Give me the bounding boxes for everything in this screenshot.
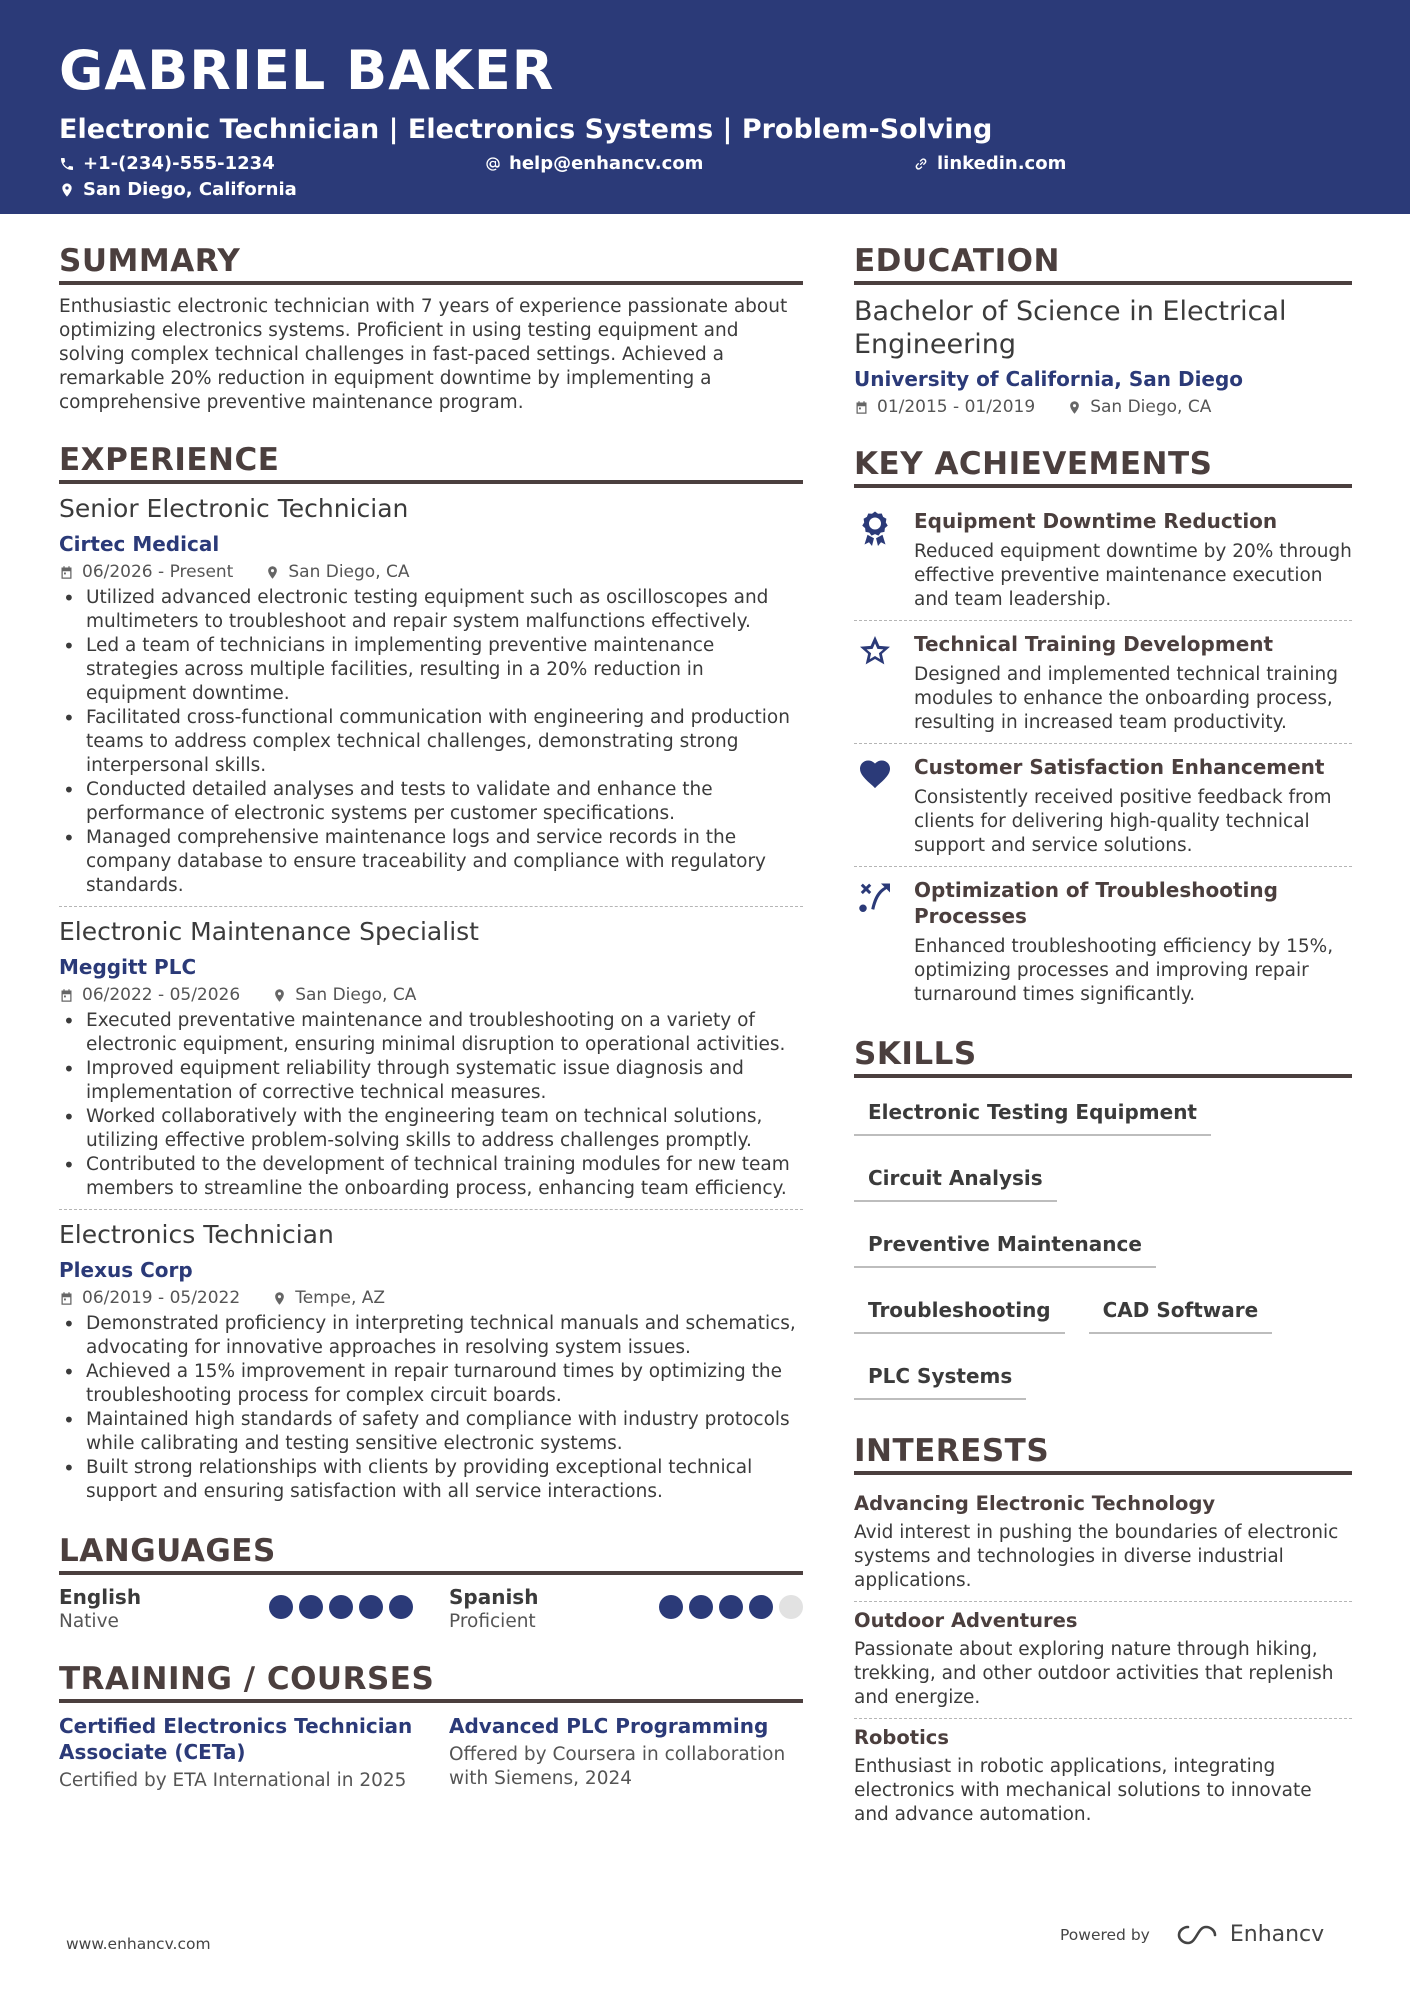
job-dates: 06/2019 - 05/2022 bbox=[82, 1288, 241, 1309]
job-meta bbox=[59, 1288, 803, 1308]
job-title: Electronic Maintenance Specialist bbox=[59, 917, 479, 947]
achievement-title: Technical Training Development bbox=[914, 632, 1274, 657]
languages-heading: LANGUAGES bbox=[59, 1534, 803, 1575]
left-column bbox=[59, 244, 803, 1793]
right-column bbox=[854, 244, 1352, 1835]
heart-icon bbox=[857, 756, 893, 792]
calendar-icon bbox=[59, 565, 74, 580]
language-rating bbox=[659, 1595, 803, 1619]
language-level: Native bbox=[59, 1611, 119, 1633]
course-desc: Offered by Coursera in collaboration with Siemens, 2024 bbox=[449, 1744, 786, 1790]
candidate-name: GABRIEL BAKER bbox=[59, 39, 555, 102]
education-location: San Diego, CA bbox=[1090, 397, 1212, 418]
job-bullet: • Executed preventative maintenance and troubleshooting on a variety of electronic equipment, ensuring minimal disruption to operational activities. bbox=[59, 1009, 803, 1057]
path-arrow-icon bbox=[857, 879, 893, 915]
interests-section bbox=[854, 1434, 1352, 1835]
education-heading: EDUCATION bbox=[854, 244, 1352, 285]
rating-dot bbox=[719, 1595, 743, 1619]
skill-tag: Preventive Maintenance bbox=[854, 1226, 1156, 1268]
phone-text: +1-(234)-555-1234 bbox=[83, 153, 275, 174]
achievement-item bbox=[854, 620, 1352, 743]
job-entry bbox=[59, 1209, 803, 1512]
brand-name: Enhancv bbox=[1229, 1922, 1325, 1947]
contact-info bbox=[59, 153, 1410, 213]
course-item bbox=[59, 1713, 413, 1793]
candidate-tagline: Electronic Technician | Electronics Systems | Problem-Solving bbox=[59, 114, 993, 145]
course-desc: Certified by ETA International in 2025 bbox=[59, 1770, 407, 1792]
powered-by-label: Powered by bbox=[1060, 1925, 1150, 1944]
job-entry bbox=[59, 906, 803, 1209]
skills-section bbox=[854, 1037, 1352, 1400]
job-bullets bbox=[59, 1009, 803, 1201]
course-title: Advanced PLC Programming bbox=[449, 1714, 769, 1739]
skill-tag: PLC Systems bbox=[854, 1358, 1026, 1400]
job-bullets bbox=[59, 586, 803, 898]
rating-dot bbox=[329, 1595, 353, 1619]
job-bullet: • Achieved a 15% improvement in repair turnaround times by optimizing the troubleshooting process for complex circuit boards. bbox=[59, 1360, 803, 1408]
job-entry bbox=[59, 494, 803, 906]
job-bullet: • Contributed to the development of technical training modules for new team members to streamline the onboarding process, enhancing team efficiency. bbox=[59, 1153, 803, 1201]
skills-heading: SKILLS bbox=[854, 1037, 1352, 1078]
achievement-desc: Designed and implemented technical training modules to enhance the onboarding process, resulting in increased team productivity. bbox=[914, 664, 1338, 734]
interest-title: Robotics bbox=[854, 1726, 949, 1750]
achievement-item bbox=[854, 498, 1352, 620]
brand-logo[interactable] bbox=[1176, 1922, 1324, 1947]
job-title: Senior Electronic Technician bbox=[59, 494, 409, 524]
achievement-title: Customer Satisfaction Enhancement bbox=[914, 755, 1325, 780]
location-pin-icon bbox=[265, 565, 280, 580]
achievement-title: Optimization of Troubleshooting Processes bbox=[914, 878, 1278, 929]
contact-phone[interactable] bbox=[59, 153, 275, 174]
skill-tag: CAD Software bbox=[1089, 1292, 1273, 1334]
interest-title: Advancing Electronic Technology bbox=[854, 1492, 1216, 1516]
rating-dot bbox=[659, 1595, 683, 1619]
course-item bbox=[449, 1713, 803, 1793]
job-company: Cirtec Medical bbox=[59, 532, 220, 557]
contact-email[interactable] bbox=[485, 153, 703, 174]
education-section bbox=[854, 244, 1352, 417]
linkedin-text: linkedin.com bbox=[937, 153, 1067, 174]
training-section bbox=[59, 1662, 803, 1793]
star-icon bbox=[857, 633, 893, 669]
job-company: Meggitt PLC bbox=[59, 955, 197, 980]
training-heading: TRAINING / COURSES bbox=[59, 1662, 803, 1703]
location-text: San Diego, California bbox=[83, 179, 297, 200]
achievements-section bbox=[854, 447, 1352, 1015]
summary-heading: SUMMARY bbox=[59, 244, 803, 285]
languages-list bbox=[59, 1585, 803, 1632]
job-location: Tempe, AZ bbox=[295, 1288, 386, 1309]
job-bullet: • Worked collaboratively with the engineering team on technical solutions, utilizing effective problem-solving skills to address challenges promptly. bbox=[59, 1105, 803, 1153]
language-rating bbox=[269, 1595, 413, 1619]
language-item bbox=[449, 1585, 803, 1632]
experience-heading: EXPERIENCE bbox=[59, 443, 803, 484]
job-bullets bbox=[59, 1312, 803, 1504]
language-level: Proficient bbox=[449, 1611, 536, 1633]
job-bullet: • Conducted detailed analyses and tests to validate and enhance the performance of electronic systems per customer specifications. bbox=[59, 778, 803, 826]
job-bullet: • Utilized advanced electronic testing equipment such as oscilloscopes and multimeters to troubleshoot and repair system malfunctions effectively. bbox=[59, 586, 803, 634]
interest-title: Outdoor Adventures bbox=[854, 1609, 1078, 1633]
interest-desc: Enthusiast in robotic applications, integrating electronics with mechanical solutions to innovate and advance automation. bbox=[854, 1756, 1312, 1826]
education-meta bbox=[854, 397, 1352, 417]
job-bullet: • Maintained high standards of safety and compliance with industry protocols while calibrating and testing sensitive electronic systems. bbox=[59, 1408, 803, 1456]
summary-section bbox=[59, 244, 803, 415]
job-bullet: • Demonstrated proficiency in interpreting technical manuals and schematics, advocating for innovative approaches in resolving system issues. bbox=[59, 1312, 803, 1360]
job-location: San Diego, CA bbox=[288, 562, 410, 583]
calendar-icon bbox=[59, 1291, 74, 1306]
education-dates: 01/2015 - 01/2019 bbox=[877, 397, 1036, 418]
interest-item bbox=[854, 1718, 1352, 1835]
at-icon bbox=[485, 156, 501, 172]
degree-title: Bachelor of Science in Electrical Engineering bbox=[854, 296, 1287, 361]
language-item bbox=[59, 1585, 413, 1632]
school-name: University of California, San Diego bbox=[854, 367, 1244, 392]
location-pin-icon bbox=[272, 988, 287, 1003]
resume-header bbox=[0, 0, 1410, 214]
contact-location bbox=[59, 179, 297, 200]
experience-section bbox=[59, 443, 803, 1512]
achievement-item bbox=[854, 866, 1352, 1015]
interest-desc: Passionate about exploring nature through hiking, trekking, and other outdoor activities that replenish and energize. bbox=[854, 1639, 1334, 1709]
achievement-desc: Enhanced troubleshooting efficiency by 15%, optimizing processes and improving repair turnaround times significantly. bbox=[914, 936, 1334, 1006]
achievement-desc: Reduced equipment downtime by 20% through effective preventive maintenance execution and team leadership. bbox=[914, 541, 1352, 611]
footer-branding bbox=[1060, 1922, 1324, 1947]
job-bullet: • Improved equipment reliability through systematic issue diagnosis and implementation of corrective technical measures. bbox=[59, 1057, 803, 1105]
rating-dot bbox=[389, 1595, 413, 1619]
skills-list bbox=[854, 1088, 1352, 1400]
footer-website[interactable]: www.enhancv.com bbox=[66, 1935, 211, 1953]
languages-section bbox=[59, 1534, 803, 1632]
job-bullet: • Built strong relationships with clients by providing exceptional technical support and ensuring satisfaction with all service interactions. bbox=[59, 1456, 803, 1504]
rating-dot bbox=[779, 1595, 803, 1619]
rating-dot bbox=[749, 1595, 773, 1619]
interest-item bbox=[854, 1485, 1352, 1601]
rating-dot bbox=[689, 1595, 713, 1619]
job-bullet: • Led a team of technicians in implementing preventive maintenance strategies across multiple facilities, resulting in a 20% reduction in equipment downtime. bbox=[59, 634, 803, 706]
achievement-item bbox=[854, 743, 1352, 866]
job-bullet: • Managed comprehensive maintenance logs and service records in the company database to ensure traceability and compliance with regulatory standards. bbox=[59, 826, 803, 898]
job-bullet: • Facilitated cross-functional communication with engineering and production teams to address complex technical challenges, demonstrating strong interpersonal skills. bbox=[59, 706, 803, 778]
location-pin-icon bbox=[59, 182, 75, 198]
achievement-desc: Consistently received positive feedback from clients for delivering high-quality technical support and service solutions. bbox=[914, 787, 1332, 857]
job-company: Plexus Corp bbox=[59, 1258, 193, 1283]
enhancv-logo-icon bbox=[1176, 1923, 1222, 1947]
interest-desc: Avid interest in pushing the boundaries of electronic systems and technologies in diverse industrial applications. bbox=[854, 1522, 1339, 1592]
rating-dot bbox=[269, 1595, 293, 1619]
job-meta bbox=[59, 562, 803, 582]
language-name: Spanish bbox=[449, 1585, 539, 1610]
skill-tag: Circuit Analysis bbox=[854, 1160, 1057, 1202]
language-name: English bbox=[59, 1585, 142, 1610]
location-pin-icon bbox=[272, 1291, 287, 1306]
calendar-icon bbox=[854, 400, 869, 415]
skill-tag: Electronic Testing Equipment bbox=[854, 1094, 1211, 1136]
email-text: help@enhancv.com bbox=[509, 153, 704, 174]
award-ribbon-icon bbox=[857, 510, 893, 546]
job-meta bbox=[59, 985, 803, 1005]
interests-heading: INTERESTS bbox=[854, 1434, 1352, 1475]
link-icon bbox=[913, 156, 929, 172]
contact-linkedin[interactable] bbox=[913, 153, 1066, 174]
job-title: Electronics Technician bbox=[59, 1220, 334, 1250]
job-dates: 06/2022 - 05/2026 bbox=[82, 985, 241, 1006]
course-title: Certified Electronics Technician Associate (CETa) bbox=[59, 1714, 413, 1765]
location-pin-icon bbox=[1067, 400, 1082, 415]
training-list bbox=[59, 1713, 803, 1793]
skill-tag: Troubleshooting bbox=[854, 1292, 1065, 1334]
phone-icon bbox=[59, 156, 75, 172]
rating-dot bbox=[359, 1595, 383, 1619]
calendar-icon bbox=[59, 988, 74, 1003]
rating-dot bbox=[299, 1595, 323, 1619]
interest-item bbox=[854, 1601, 1352, 1718]
summary-text: Enthusiastic electronic technician with 7 years of experience passionate about optimizing electronics systems. Proficient in using testing equipment and solving complex technical challenges in fast-paced settings. Achieved a remarkable 20% reduction in equipment downtime by implementing a comprehensive preventive maintenance program. bbox=[59, 296, 788, 414]
job-dates: 06/2026 - Present bbox=[82, 562, 234, 583]
achievement-title: Equipment Downtime Reduction bbox=[914, 509, 1278, 534]
job-location: San Diego, CA bbox=[295, 985, 417, 1006]
achievements-heading: KEY ACHIEVEMENTS bbox=[854, 447, 1352, 488]
